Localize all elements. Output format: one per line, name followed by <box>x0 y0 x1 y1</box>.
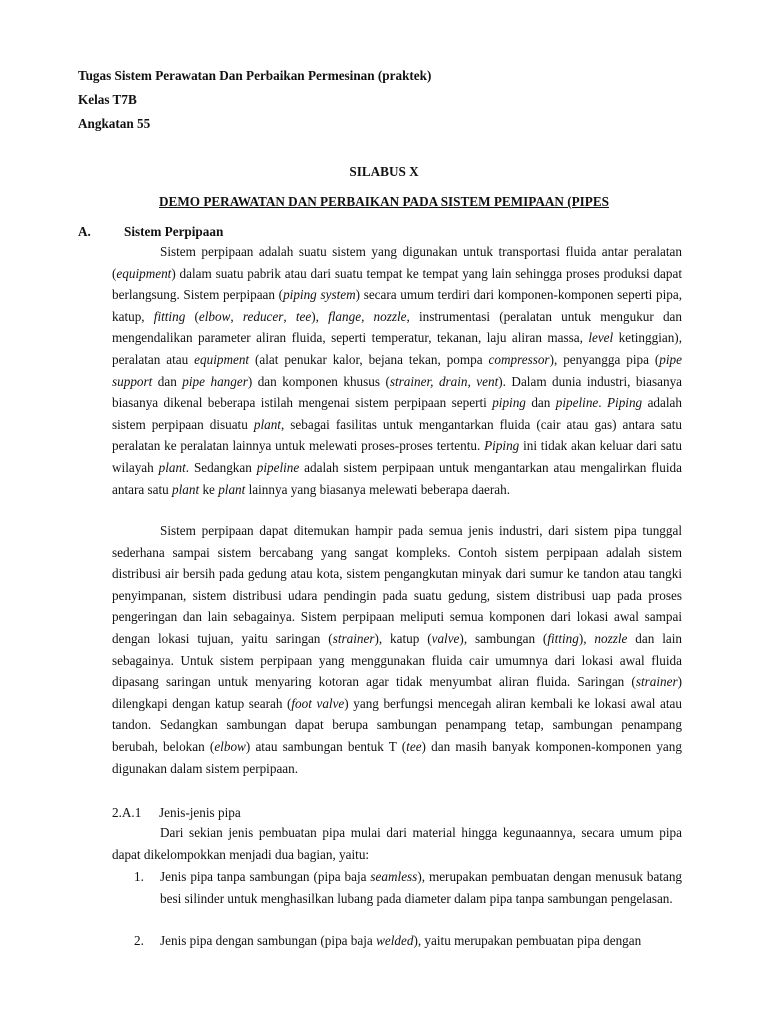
paragraph-2: Sistem perpipaan dapat ditemukan hampir pada semua jenis industri, dari sistem pipa tunggal sederhana sampai sistem bercabang yang sangat kompleks. Contoh sistem perpipaan adalah sistem distribusi air bersih pada gedung atau kota, sistem pengangkutan minyak dari sumur ke tandon atau tangki penyimpanan, sistem distribusi udara pendingin pada suatu gedung, sistem distribusi uap pada proses pengeringan dan lain sebagainya. Sistem perpipaan meliputi semua komponen dari lokasi awal sampai dengan lokasi tujuan, yaitu saringan (strainer), katup (valve), sambungan (fitting), nozzle dan lain sebagainya. Untuk sistem perpipaan yang menggunakan fluida cair umumnya dari lokasi awal fluida dipasang saringan untuk menyaring kotoran agar tidak menyumbat aliran fluida. Saringan (strainer) dilengkapi dengan katup searah (foot valve) yang berfungsi mencegah aliran kembali ke lokasi awal atau tandon. Sedangkan sambungan dapat berupa sambungan penampang tetap, sambungan penampang berubah, belokan (elbow) atau sambungan bentuk T (tee) dan masih banyak komponen-komponen yang digunakan dalam sistem perpipaan. <box>112 523 682 776</box>
main-title: DEMO PERAWATAN DAN PERBAIKAN PADA SISTEM PEMIPAAN (PIPES <box>159 194 609 209</box>
class-label: Kelas T7B <box>78 92 137 107</box>
paragraph-1: Sistem perpipaan adalah suatu sistem yang digunakan untuk transportasi fluida antar peralatan (equipment) dalam suatu pabrik atau dari suatu tempat ke tempat yang lain sehingga proses produksi dapat berlangsung. Sistem perpipaan (piping system) secara umum terdiri dari komponen-komponen seperti pipa, katup, fitting (elbow, reducer, tee), flange, nozzle, instrumentasi (peralatan untuk mengukur dan mengendalikan parameter aliran fluida, seperti temperatur, tekanan, laju aliran massa, level ketinggian), peralatan atau equipment (alat penukar kalor, bejana tekan, pompa compressor), penyangga pipa (pipe support dan pipe hanger) dan komponen khusus (strainer, drain, vent). Dalam dunia industri, biasanya biasanya dikenal beberapa istilah mengenai sistem perpipaan seperti piping dan pipeline. Piping adalah sistem perpipaan disuatu plant, sebagai fasilitas untuk mengantarkan fluida (cair atau gas) antara satu peralatan ke peralatan lainnya untuk melewati proses-proses tertentu. Piping ini tidak akan keluar dari satu wilayah plant. Sedangkan pipeline adalah sistem perpipaan untuk mengantarkan atau mengalirkan fluida antara satu plant ke plant lainnya yang biasanya melewati beberapa daerah. <box>112 244 683 497</box>
list-text: Jenis pipa tanpa sambungan (pipa baja seamless), merupakan pembuatan dengan menusuk batang besi silinder untuk menghasilkan lubang pada diameter dalam pipa tanpa sambungan pengelasan. <box>160 869 683 906</box>
batch-label: Angkatan 55 <box>78 116 151 131</box>
silabus-heading: SILABUS X <box>349 164 419 179</box>
list-item <box>112 930 682 952</box>
subsection-number: 2.A.1 <box>112 805 142 820</box>
paragraph-3: Dari sekian jenis pembuatan pipa mulai dari material hingga kegunaannya, secara umum pipa dapat dikelompokkan menjadi dua bagian, yaitu: <box>112 825 682 862</box>
list-text: Jenis pipa dengan sambungan (pipa baja welded), yaitu merupakan pembuatan pipa dengan <box>160 933 642 948</box>
list-item <box>112 866 682 909</box>
list-number: 1. <box>134 869 144 884</box>
list-number: 2. <box>134 933 144 948</box>
section-title: Sistem Perpipaan <box>124 224 224 239</box>
section-number: A. <box>78 224 91 239</box>
subsection-title: Jenis-jenis pipa <box>159 805 241 820</box>
assignment-title: Tugas Sistem Perawatan Dan Perbaikan Permesinan (praktek) <box>78 68 432 83</box>
